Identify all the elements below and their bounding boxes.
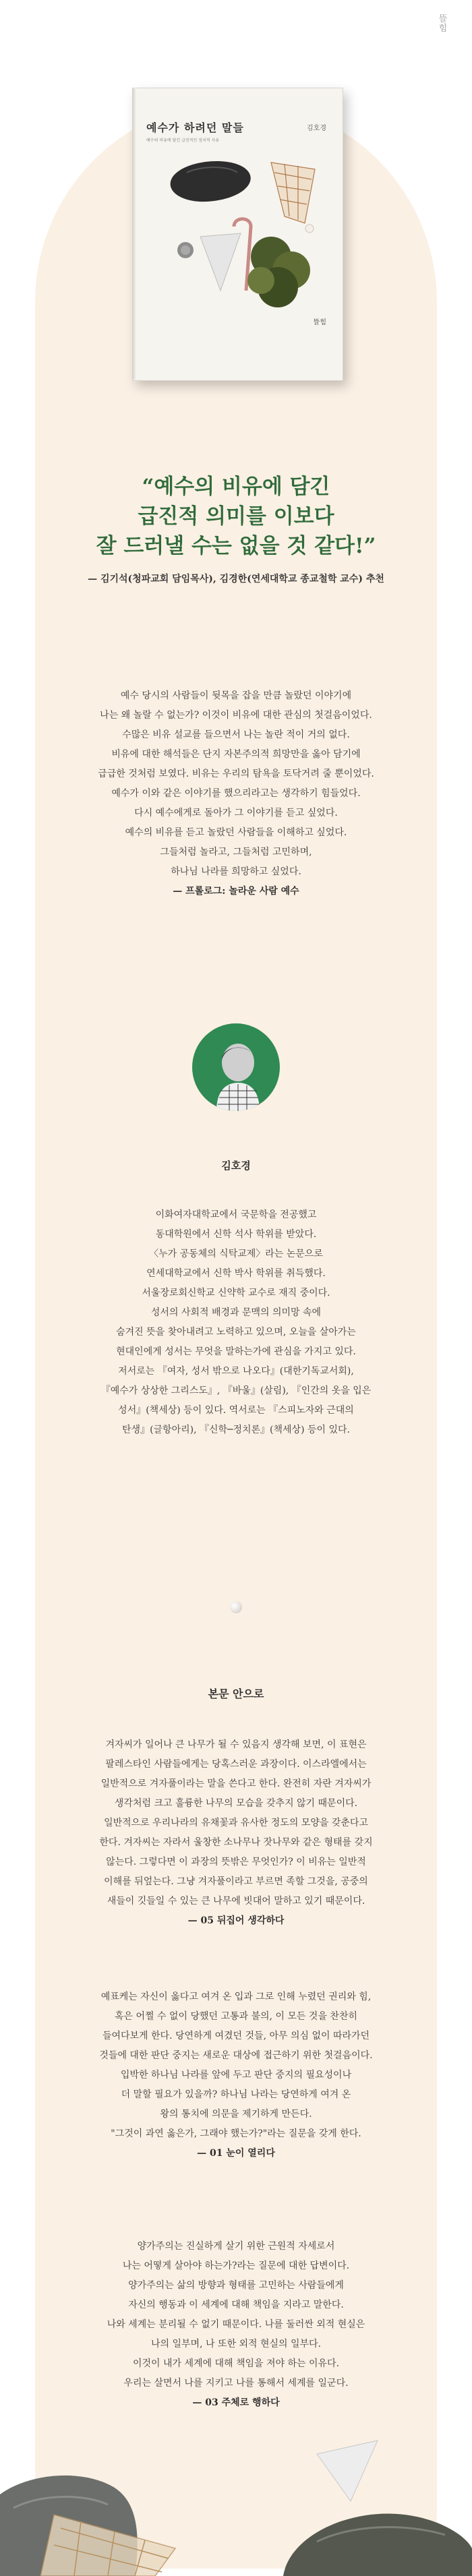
excerpt-line: 새들이 깃들일 수 있는 큰 나무에 빗대어 말하고 있기 때문이다. <box>107 1896 365 1907</box>
excerpt-line: 입박한 하나님 나라를 앞에 두고 판단 중지의 필요성이나 <box>120 2070 352 2080</box>
excerpt-line: 한다. 겨자씨는 자라서 울창한 소나무나 잣나무와 같은 형태를 갖지 <box>99 1837 373 1848</box>
quote-line: “예수의 비유에 담긴 <box>142 475 330 499</box>
excerpt-source: — 05 뒤집어 생각하다 <box>187 1915 285 1926</box>
prologue-source: — 프롤로그: 놀라운 사람 예수 <box>173 886 299 897</box>
excerpt-line: 않는다. 그렇다면 이 과장의 뜻밖은 무엇인가? 이 비유는 일반적 <box>106 1857 366 1867</box>
excerpt-line: 혹은 어쩔 수 없이 당했던 고통과 불의, 이 모든 것을 찬찬히 <box>114 2011 357 2022</box>
excerpt-line: 왕의 통치에 의문을 제기하게 만든다. <box>160 2109 312 2120</box>
excerpt-line: 일반적으로 겨자풀이라는 말을 쓴다고 한다. 완전히 자란 겨자씨가 <box>100 1778 372 1789</box>
prologue-line: 수많은 비유 설교를 들으면서 나는 놀란 적이 거의 없다. <box>122 729 350 740</box>
bio-line: 〈누가 공동체의 식탁교제〉라는 논문으로 <box>149 1249 323 1259</box>
cloth-icon <box>200 233 241 291</box>
logo-icon <box>432 15 454 34</box>
excerpt-line: 양가주의는 진실하게 살기 위한 근원적 자세로서 <box>137 2241 335 2252</box>
excerpt-line: 자신의 행동과 이 세계에 대해 책임을 지라고 말한다. <box>128 2300 344 2310</box>
prologue-line: 그들처럼 놀라고, 그들처럼 고민하며, <box>160 847 312 858</box>
excerpt-source: — 01 눈이 열리다 <box>197 2148 275 2159</box>
prologue-line: 예수가 이와 같은 이야기를 했으리라고는 생각하기 힘들었다. <box>111 788 361 799</box>
recommendation-credit: — 김기석(청파교회 담임목사), 김경한(연세대학교 종교철학 교수) 추천 <box>88 574 384 585</box>
excerpt-line: 예표케는 자신이 옳다고 여겨 온 입과 그로 인해 누렸던 권리와 힘, <box>100 1991 372 2002</box>
excerpt-block <box>0 2237 472 2413</box>
moss-icon <box>247 237 310 307</box>
bio-line: 탄생』(글항아리), 『신학─정치론』(책세상) 등이 있다. <box>122 1425 350 1435</box>
prologue-line: 하나님 나라를 희망하고 싶었다. <box>171 866 301 877</box>
cloth-icon <box>317 2440 378 2501</box>
book-author: 김호경 <box>307 125 326 132</box>
bio-line: 서울장로회신학교 신약학 교수로 재직 중이다. <box>142 1288 330 1298</box>
excerpts-title: 본문 안으로 <box>208 1687 264 1700</box>
logo-text: 뜰 힘 <box>438 14 448 34</box>
author-bio <box>0 1205 472 1440</box>
excerpt-line: 이것이 내가 세계에 대해 책임을 져야 하는 이유다. <box>132 2358 340 2369</box>
pearl-icon <box>305 224 314 233</box>
pearl-divider-icon <box>230 1601 242 1613</box>
book-spine <box>132 88 136 380</box>
prologue-line: 예수 당시의 사람들이 뒷목을 잡을 만큼 놀랐던 이야기에 <box>120 690 352 701</box>
excerpt-line: 이해를 뒤엎는다. 그냥 겨자풀이라고 부르면 족할 그것을, 공중의 <box>104 1876 368 1887</box>
excerpt-line: 팔레스타인 사람들에게는 당혹스러운 과장이다. 이스라엘에서는 <box>105 1759 367 1770</box>
bio-line: 이화여자대학교에서 국문학을 전공했고 <box>155 1209 317 1220</box>
bio-line: 연세대학교에서 신학 박사 학위를 취득했다. <box>146 1268 326 1279</box>
excerpt-block <box>0 1735 472 1931</box>
author-name: 김호경 <box>221 1160 251 1172</box>
publisher-logo <box>432 15 454 34</box>
excerpt-line: 나의 일부며, 나 또한 외적 현실의 일부다. <box>151 2339 321 2349</box>
excerpt-line: 더 말할 필요가 있을까? 하나님 나라는 당연하게 여겨 온 <box>121 2089 351 2100</box>
right-rock-icon <box>283 2513 472 2576</box>
excerpt-line: 생각처럼 크고 훌륭한 나무의 모습을 갖추지 않기 때문이다. <box>114 1798 358 1809</box>
net-icon <box>271 162 315 223</box>
prologue-line: 다시 예수에게로 돌아가 그 이야기를 듣고 싶었다. <box>134 808 338 818</box>
prologue-excerpt <box>0 686 472 901</box>
excerpt-block <box>0 1987 472 2163</box>
book-subtitle: 예수의 비유에 담긴 급진적인 정치적 사유 <box>146 138 220 143</box>
prologue-line: 예수의 비유를 듣고 놀랐던 사람들을 이해하고 싶었다. <box>125 827 347 838</box>
excerpt-line: 것들에 대한 판단 중지는 새로운 대상에 접근하기 위한 첫걸음이다. <box>99 2050 373 2061</box>
excerpt-source: — 03 주체로 행하다 <box>192 2397 280 2408</box>
quote-line: 급진적 의미를 이보다 <box>138 504 334 529</box>
prologue-line: 비유에 대한 해석들은 단지 자본주의적 희망만을 옳아 담기에 <box>111 749 361 760</box>
excerpt-line: 겨자씨가 일어나 큰 나무가 될 수 있음지 생각해 보면, 이 표현은 <box>105 1739 367 1750</box>
bio-line: 『예수가 상상한 그리스도』, 『바울』(살림), 『인간의 옷을 입은 <box>100 1385 372 1396</box>
bio-line: 성서의 사회적 배경과 문맥의 의미망 속에 <box>150 1307 322 1318</box>
portrait-illustration <box>192 1023 280 1111</box>
excerpt-line: 들여다보게 한다. 당연하게 여겼던 것들, 아무 의심 없이 따라가던 <box>102 2031 370 2041</box>
bio-line: 성서』(책세상) 등이 있다. 역서로는 『스피노자와 근대의 <box>118 1405 354 1416</box>
headline-quote <box>0 472 472 561</box>
bio-line: 숨겨진 뜻을 찾아내려고 노력하고 있으며, 오늘을 살아가는 <box>116 1327 356 1338</box>
excerpt-line: 나는 어떻게 살아야 하는가?라는 질문에 대한 답변이다. <box>122 2260 350 2271</box>
prologue-line: 급급한 것처럼 보였다. 비유는 우리의 탐욕을 토닥거려 줄 뿐이었다. <box>98 769 374 779</box>
book-cover <box>132 88 343 381</box>
excerpt-line: 양가주의는 삶의 방향과 형태를 고민하는 사람들에게 <box>128 2280 344 2291</box>
bottom-scene <box>0 2414 472 2576</box>
prologue-line: 나는 왜 놀랄 수 없는가? 이것이 비유에 대한 관심의 첫걸음이었다. <box>100 710 372 721</box>
bio-line: 저서로는 『여자, 성서 밖으로 나오다』(대한기독교서회), <box>118 1366 354 1377</box>
excerpt-line: "그것이 과연 옳은가, 그래야 했는가?"라는 질문을 갖게 한다. <box>111 2128 361 2139</box>
author-portrait <box>192 1023 280 1111</box>
excerpt-line: 일반적으로 우리나라의 유채꽃과 유사한 정도의 모양을 갖춘다고 <box>104 1818 368 1828</box>
bio-line: 동대학원에서 신학 석사 학위를 받았다. <box>155 1229 317 1240</box>
excerpt-line: 나와 세계는 분리될 수 없기 때문이다. 나를 둘러싼 외적 현실은 <box>107 2319 365 2330</box>
excerpt-line: 우리는 살면서 나를 지키고 나를 통해서 세계를 일군다. <box>123 2378 349 2389</box>
book-publisher: 뜰힘 <box>313 319 326 326</box>
bio-line: 현대인에게 성서는 무엇을 말하는가에 관심을 가지고 있다. <box>116 1346 356 1357</box>
quote-line: 잘 드러낼 수는 없을 것 같다!” <box>96 534 376 558</box>
book-title: 예수가 하려던 말들 <box>146 121 244 134</box>
